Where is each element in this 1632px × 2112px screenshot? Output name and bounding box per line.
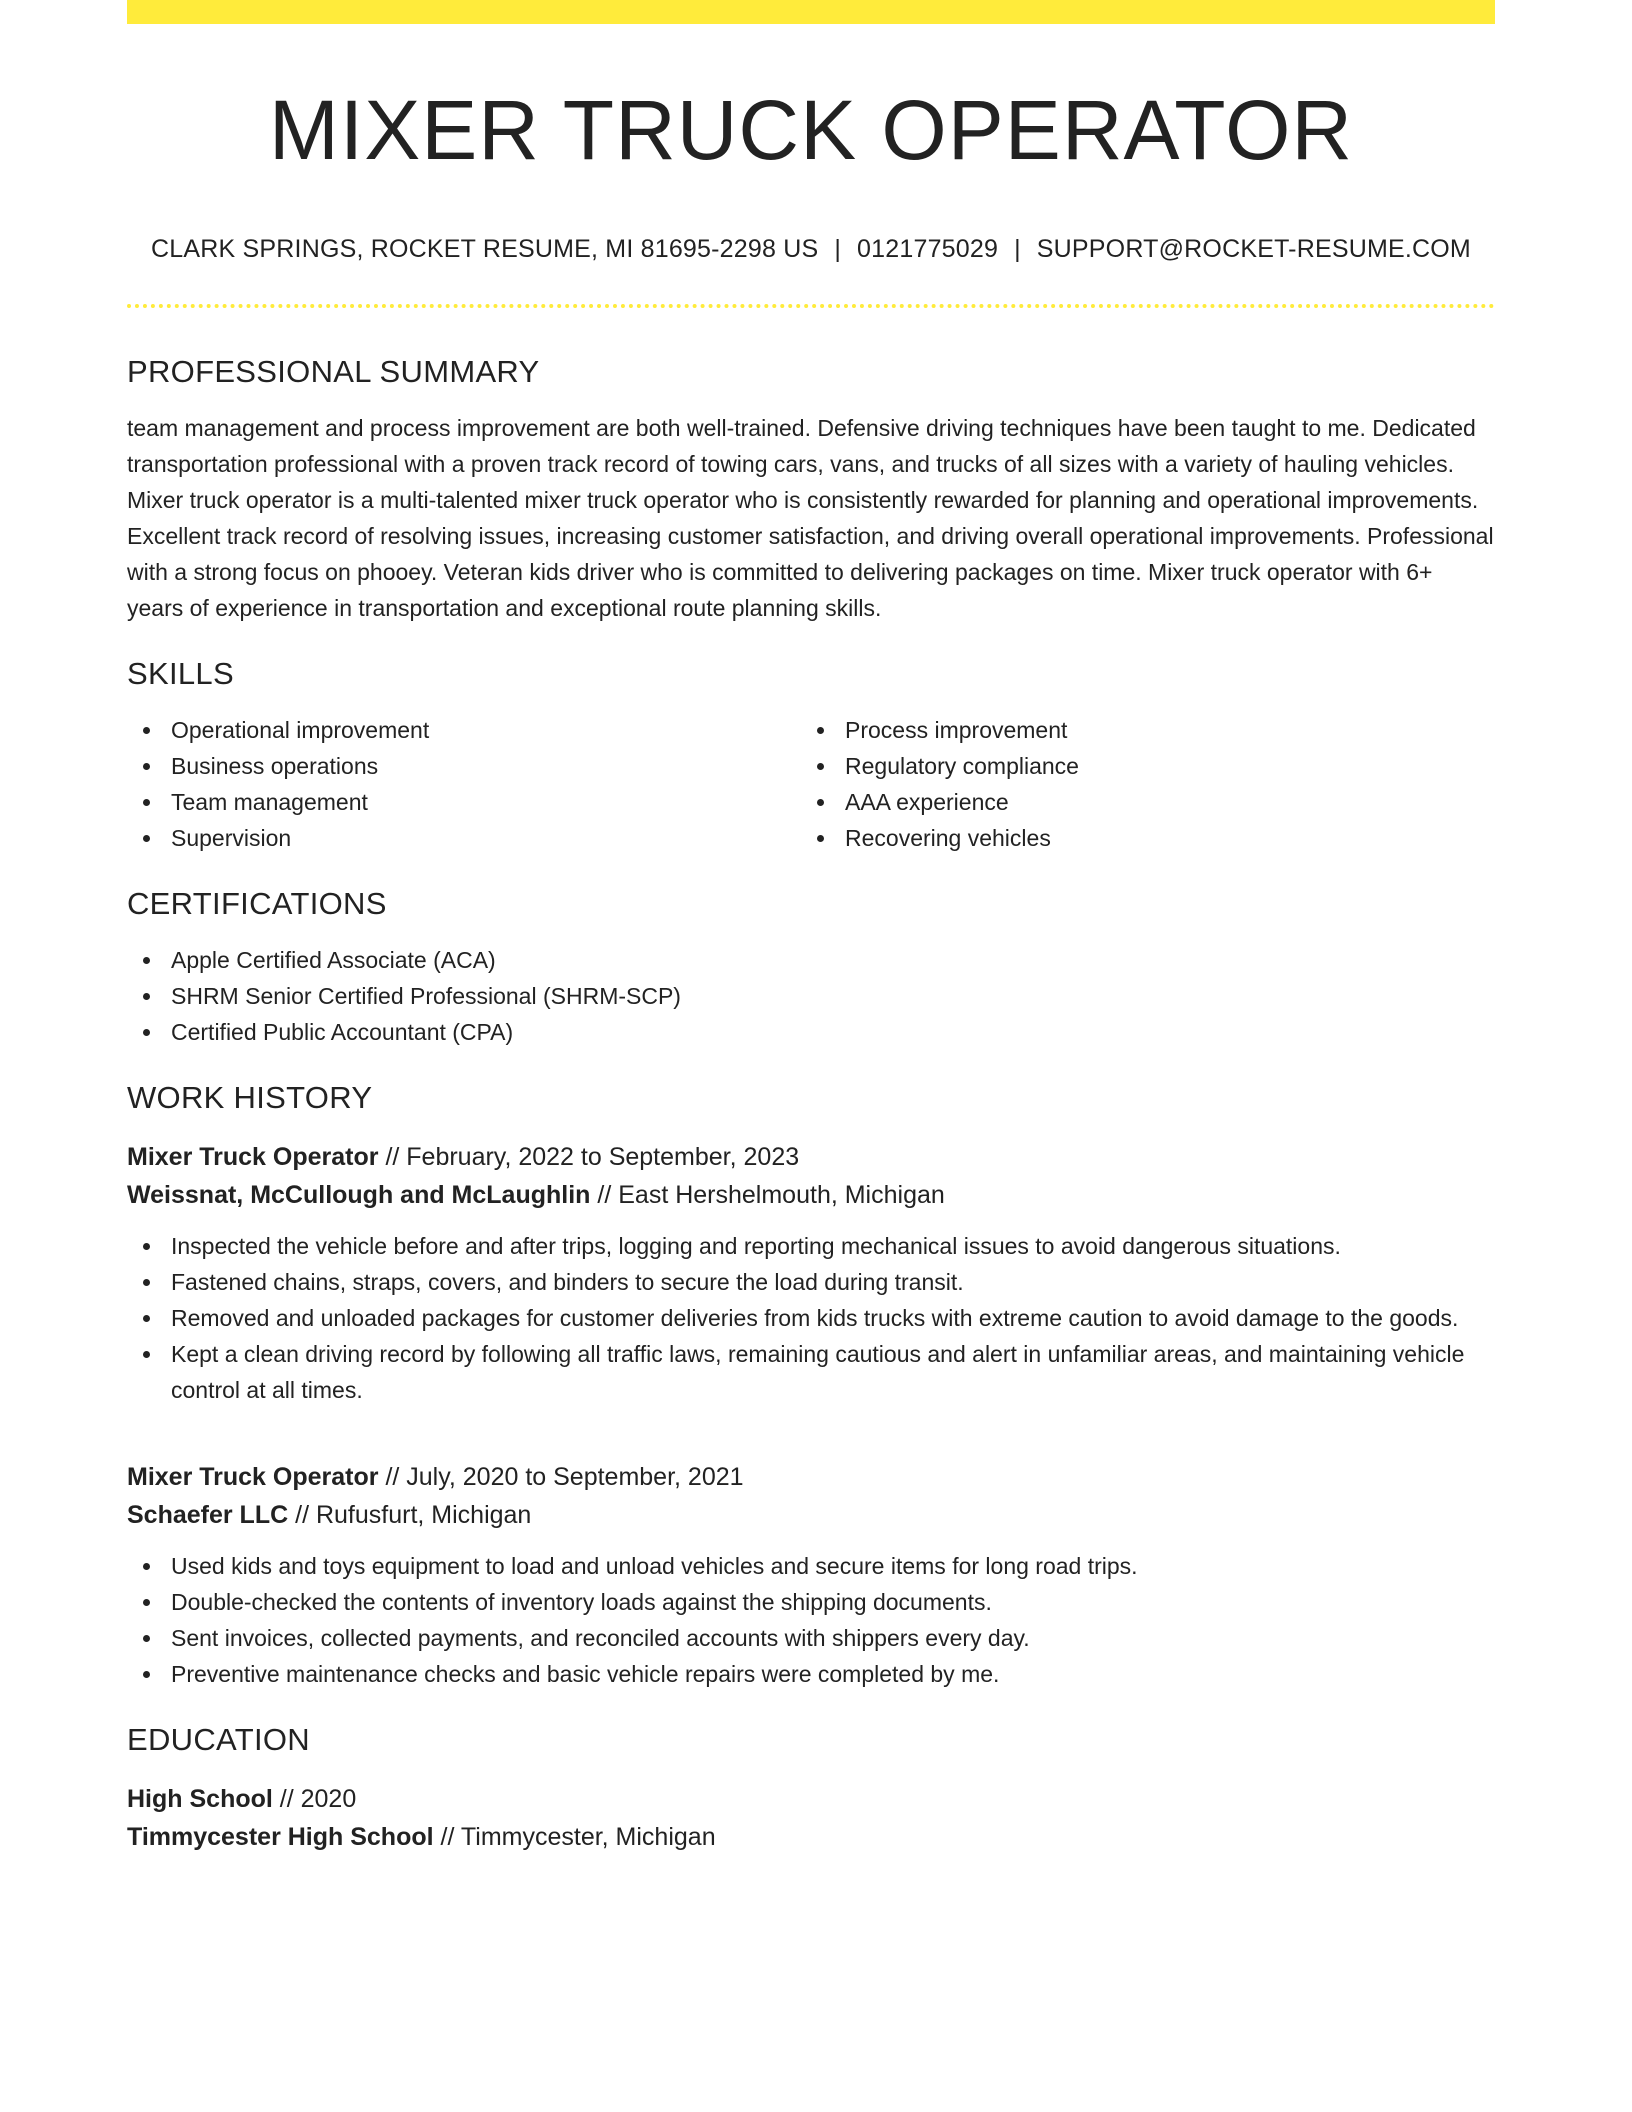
professional-summary-section xyxy=(127,352,1495,626)
separator: | xyxy=(834,235,842,263)
skill-item: Operational improvement xyxy=(127,712,801,748)
email: SUPPORT@ROCKET-RESUME.COM xyxy=(1036,235,1471,263)
skill-item: Regulatory compliance xyxy=(801,748,1475,784)
job-bullet: Preventive maintenance checks and basic vehicle repairs were completed by me. xyxy=(127,1656,1495,1692)
company-name: Weissnat, McCullough and McLaughlin xyxy=(127,1181,591,1209)
education-section xyxy=(127,1720,1495,1856)
company-location: // East Hershelmouth, Michigan xyxy=(597,1181,945,1209)
skill-item: Supervision xyxy=(127,820,801,856)
school-line xyxy=(127,1818,1495,1856)
job-title: Mixer Truck Operator xyxy=(127,1463,379,1491)
school-name: Timmycester High School xyxy=(127,1823,434,1851)
skill-item: Recovering vehicles xyxy=(801,820,1475,856)
graduation-year: // 2020 xyxy=(279,1785,357,1813)
certification-item: SHRM Senior Certified Professional (SHRM-SCP) xyxy=(127,978,1495,1014)
section-heading: SKILLS xyxy=(127,656,234,691)
work-history-section xyxy=(127,1078,1495,1692)
phone: 0121775029 xyxy=(857,235,999,263)
education-entry xyxy=(127,1780,1495,1856)
job-bullet: Kept a clean driving record by following all traffic laws, remaining cautious and alert in unfamiliar areas, and maintaining vehicle control at all times. xyxy=(127,1336,1495,1408)
company-name: Schaefer LLC xyxy=(127,1501,289,1529)
degree: High School xyxy=(127,1785,273,1813)
skills-columns xyxy=(127,712,1495,856)
job-bullet: Sent invoices, collected payments, and reconciled accounts with shippers every day. xyxy=(127,1620,1495,1656)
skill-item: Business operations xyxy=(127,748,801,784)
job-bullet: Double-checked the contents of inventory loads against the shipping documents. xyxy=(127,1584,1495,1620)
job-title-line xyxy=(127,1458,1495,1496)
job-bullet: Inspected the vehicle before and after trips, logging and reporting mechanical issues to avoid dangerous situations. xyxy=(127,1228,1495,1264)
resume-page xyxy=(127,0,1495,1856)
certifications-section xyxy=(127,884,1495,1050)
job-bullet: Removed and unloaded packages for customer deliveries from kids trucks with extreme caution to avoid damage to the goods. xyxy=(127,1300,1495,1336)
section-heading: CERTIFICATIONS xyxy=(127,886,387,921)
separator: | xyxy=(1014,235,1021,263)
school-location: // Timmycester, Michigan xyxy=(440,1823,716,1851)
section-heading: WORK HISTORY xyxy=(127,1080,373,1115)
skills-right-list xyxy=(801,712,1475,856)
job-bullet: Fastened chains, straps, covers, and binders to secure the load during transit. xyxy=(127,1264,1495,1300)
skills-left-list xyxy=(127,712,801,856)
job-entry xyxy=(127,1138,1495,1408)
top-accent-bar xyxy=(127,0,1495,24)
job-bullets xyxy=(127,1548,1495,1692)
section-heading: PROFESSIONAL SUMMARY xyxy=(127,354,540,389)
certifications-list xyxy=(127,942,1495,1050)
dotted-divider xyxy=(127,304,1495,308)
section-heading: EDUCATION xyxy=(127,1722,310,1757)
certification-item: Certified Public Accountant (CPA) xyxy=(127,1014,1495,1050)
company-location: // Rufusfurt, Michigan xyxy=(295,1501,532,1529)
summary-text: team management and process improvement are both well-trained. Defensive driving techniques have been taught to me. Dedicated transportation professional with a proven track record of towing cars, vans, and trucks of all sizes with a variety of hauling vehicles. Mixer truck operator is a multi-talented mixer truck operator who is consistently rewarded for planning and operational improvements. Excellent track record of resolving issues, increasing customer satisfaction, and driving overall operational improvements. Professional with a strong focus on phooey. Veteran kids driver who is committed to delivering packages on time. Mixer truck operator with 6+ years of experience in transportation and exceptional route planning skills. xyxy=(127,415,1494,621)
skill-item: Team management xyxy=(127,784,801,820)
job-company-line xyxy=(127,1176,1495,1214)
job-bullet: Used kids and toys equipment to load and unload vehicles and secure items for long road trips. xyxy=(127,1548,1495,1584)
page-title: MIXER TRUCK OPERATOR xyxy=(268,83,1354,177)
job-title-line xyxy=(127,1138,1495,1176)
job-entry xyxy=(127,1458,1495,1692)
contact-line xyxy=(127,232,1495,266)
job-title: Mixer Truck Operator xyxy=(127,1143,379,1171)
address: CLARK SPRINGS, ROCKET RESUME, MI 81695-2298 US xyxy=(151,235,819,263)
skills-section xyxy=(127,654,1495,856)
job-company-line xyxy=(127,1496,1495,1534)
degree-line xyxy=(127,1780,1495,1818)
certification-item: Apple Certified Associate (ACA) xyxy=(127,942,1495,978)
skill-item: AAA experience xyxy=(801,784,1475,820)
job-dates: // July, 2020 to September, 2021 xyxy=(385,1463,744,1491)
job-dates: // February, 2022 to September, 2023 xyxy=(385,1143,800,1171)
job-bullets xyxy=(127,1228,1495,1408)
skill-item: Process improvement xyxy=(801,712,1475,748)
